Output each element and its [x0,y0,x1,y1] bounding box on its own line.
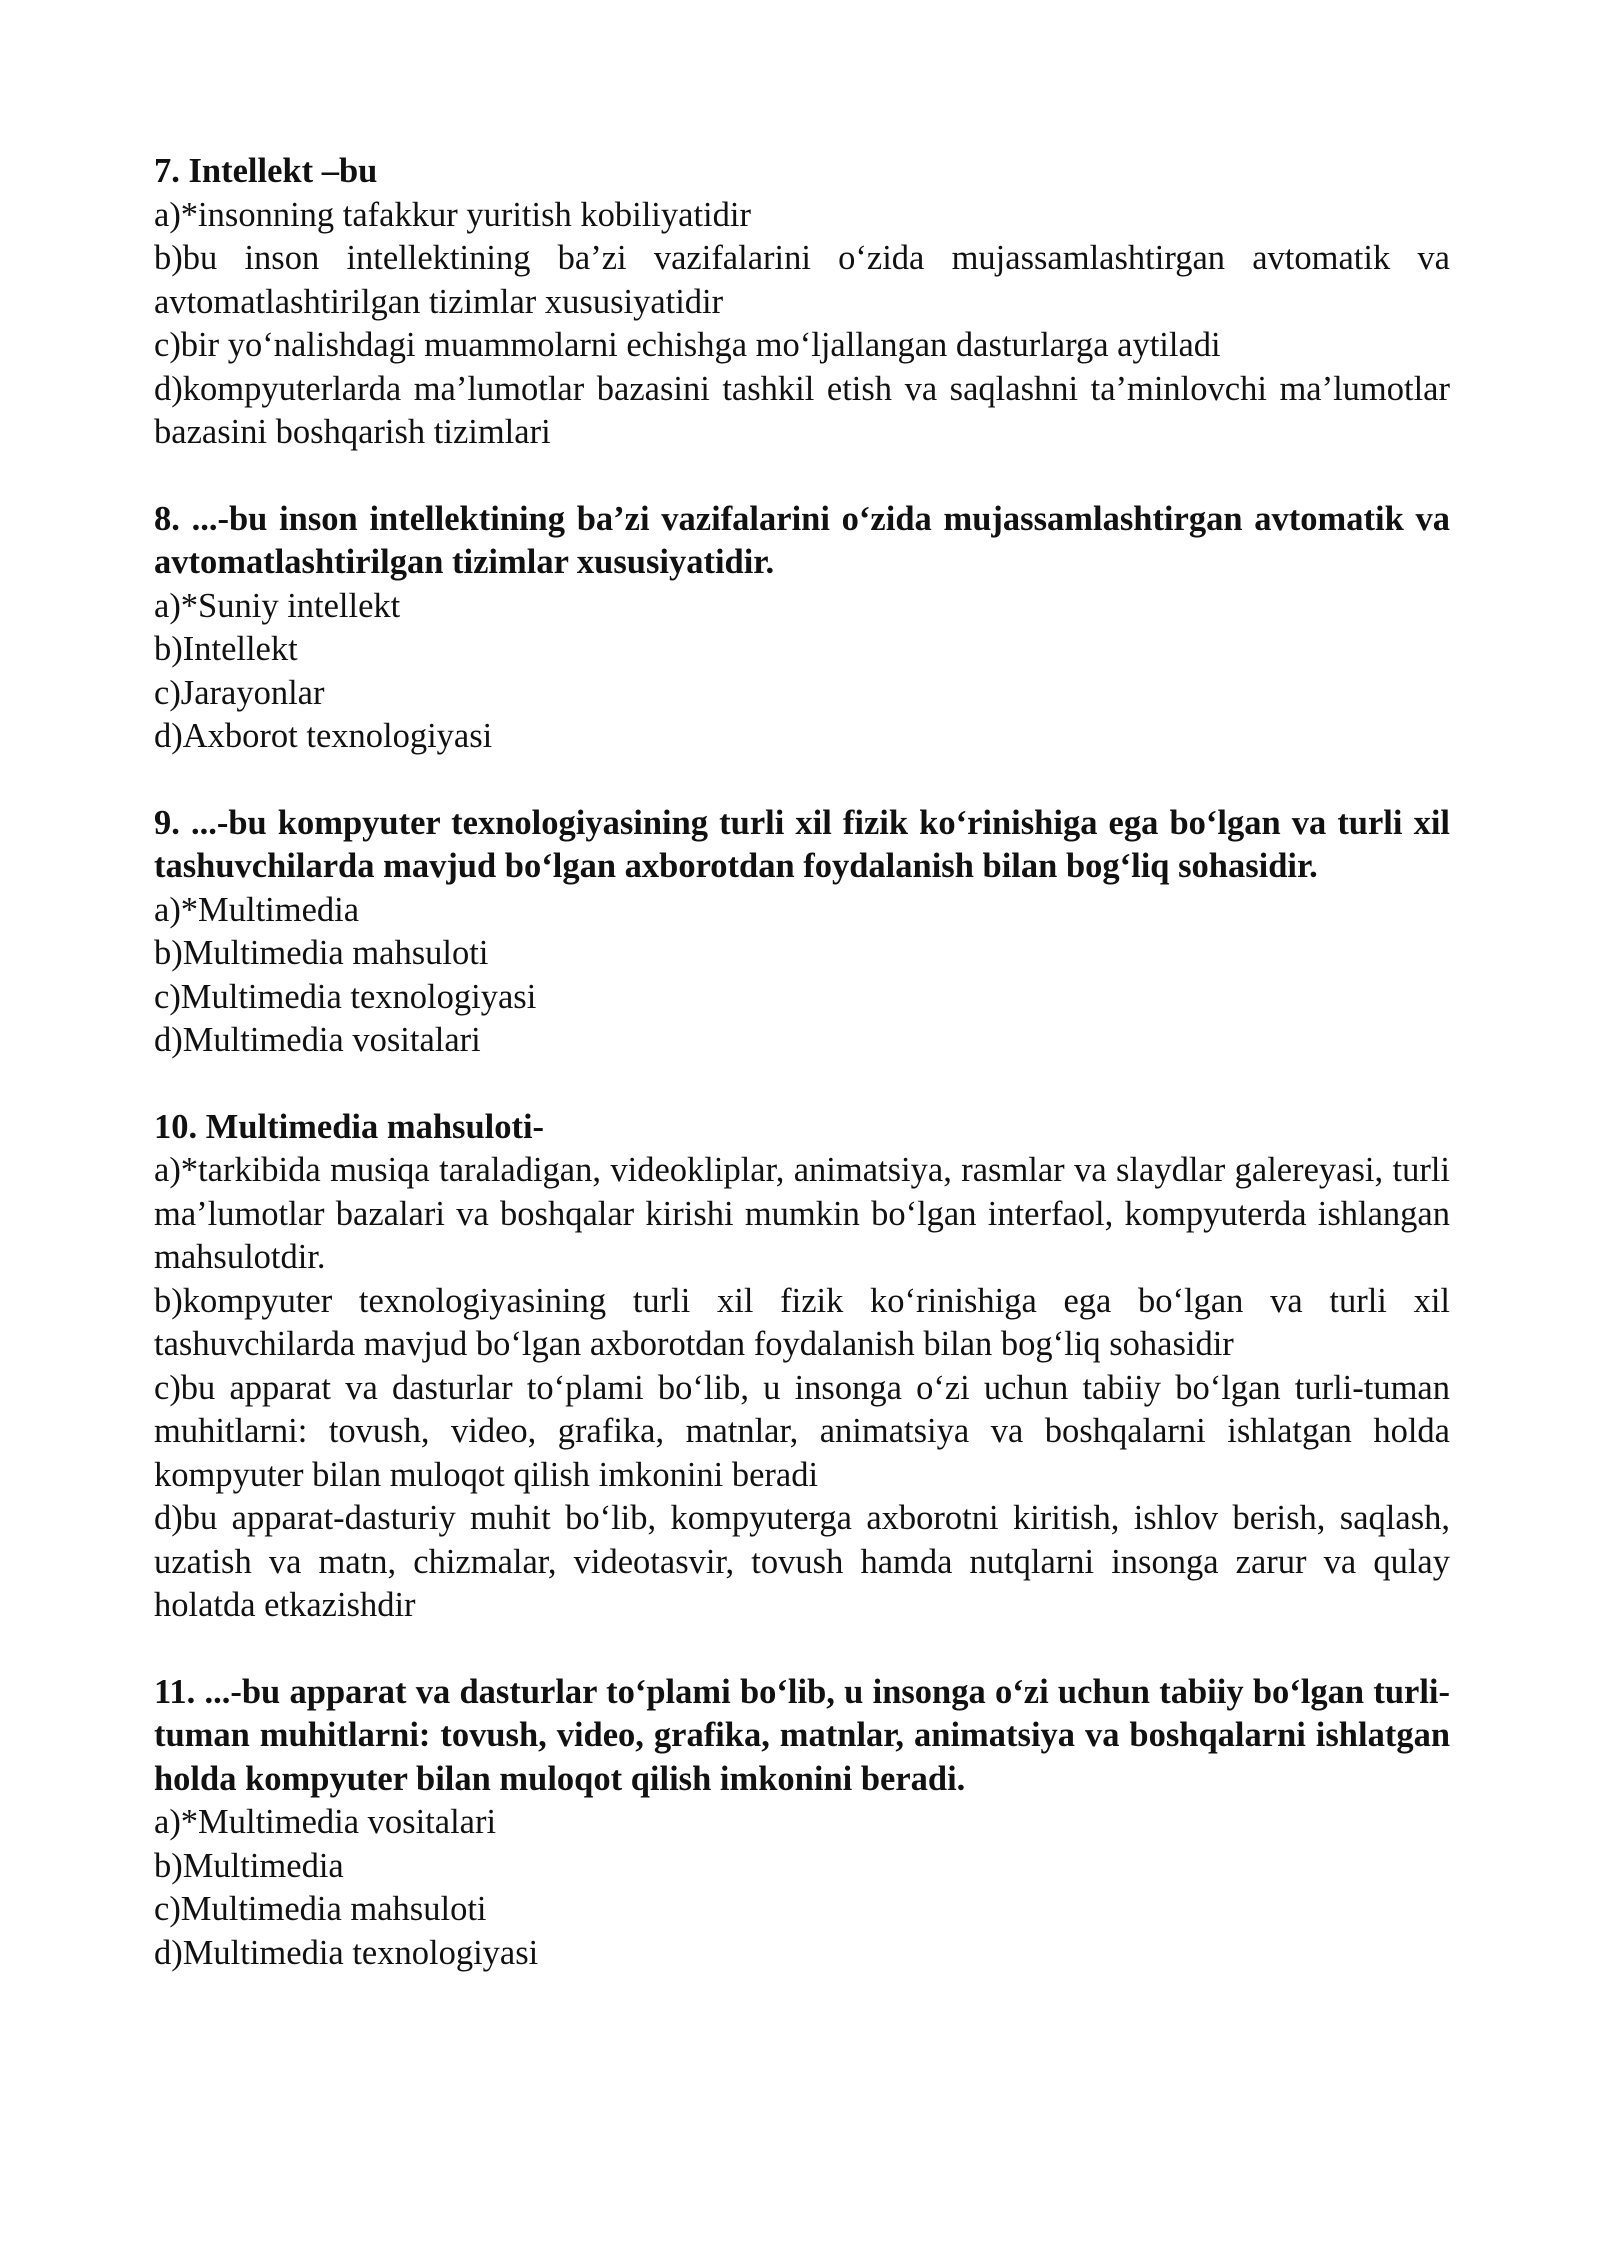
option-d: d)bu apparat-dasturiy muhit bo‘lib, kompyuterga axborotni kiritish, ishlov berish, saqlash, uzatish va matn, chizmalar, videotasvir, tovush hamda nutqlarni insonga zarur va qulay holatda etkazishdir [154,1499,1450,1624]
option-c: c)Jarayonlar [154,673,325,712]
option-a: a)*Multimedia vositalari [154,1803,497,1841]
question-title: 11. ...-bu apparat va dasturlar to‘plami bo‘lib, u insonga o‘zi uchun tabiiy bo‘lgan turli-tuman muhitlarni: tovush, video, grafika, matnlar, animatsiya va boshqalarni ishlatgan holda kompyuter bilan muloqot qilish imkonini beradi. [154,1672,1450,1798]
option-b: b)kompyuter texnologiyasining turli xil fizik ko‘rinishiga ega bo‘lgan va turli xil tashuvchilarda mavjud bo‘lgan axborotdan foydalanish bilan bog‘liq sohasidir [154,1281,1450,1363]
question-9 [154,802,1450,1063]
option-a: a)*Suniy intellekt [154,586,401,625]
question-10 [154,1106,1450,1628]
question-title: 7. Intellekt –bu [154,152,378,190]
option-a: a)*tarkibida musiqa taraladigan, videokliplar, animatsiya, rasmlar va slaydlar galereyasi, turli ma’lumotlar bazalari va boshqalar kirishi mumkin bo‘lgan interfaol, kompyuterda ishlangan mahsulotdir. [154,1151,1450,1276]
option-b: b)Multimedia [154,1846,344,1885]
document-page [154,150,1450,2018]
question-title: 10. Multimedia mahsuloti- [154,1107,545,1146]
option-d: d)Multimedia vositalari [154,1021,481,1059]
question-title: 9. ...-bu kompyuter texnologiyasining turli xil fizik ko‘rinishiga ega bo‘lgan va turli xil tashuvchilarda mavjud bo‘lgan axborotdan foydalanish bilan bog‘liq sohasidir. [154,803,1450,885]
option-a: a)*Multimedia [154,890,360,929]
question-title: 8. ...-bu inson intellektining ba’zi vazifalarini o‘zida mujassamlashtirgan avtomatik va avtomatlashtirilgan tizimlar xususiyatidir. [154,499,1450,581]
option-c: c)Multimedia mahsuloti [154,1890,487,1928]
question-8 [154,498,1450,759]
option-b: b)bu inson intellektining ba’zi vazifalarini o‘zida mujassamlashtirgan avtomatik va avtomatlashtirilgan tizimlar xususiyatidir [154,239,1450,321]
option-c: c)Multimedia texnologiyasi [154,977,537,1016]
option-b: b)Multimedia mahsuloti [154,934,489,972]
option-c: c)bir yo‘nalishdagi muammolarni echishga mo‘ljallangan dasturlarga aytiladi [154,326,1221,364]
question-11 [154,1671,1450,1976]
option-a: a)*insonning tafakkur yuritish kobiliyatidir [154,195,751,234]
option-d: d)kompyuterlarda ma’lumotlar bazasini tashkil etish va saqlashni ta’minlovchi ma’lumotlar bazasini boshqarish tizimlari [154,369,1450,451]
option-b: b)Intellekt [154,630,298,668]
option-c: c)bu apparat va dasturlar to‘plami bo‘lib, u insonga o‘zi uchun tabiiy bo‘lgan turli-tuman muhitlarni: tovush, video, grafika, matnlar, animatsiya va boshqalarni ishlatgan holda kompyuter bilan muloqot qilish imkonini beradi [154,1368,1450,1494]
question-7 [154,150,1450,455]
option-d: d)Multimedia texnologiyasi [154,1933,539,1972]
option-d: d)Axborot texnologiyasi [154,717,493,755]
